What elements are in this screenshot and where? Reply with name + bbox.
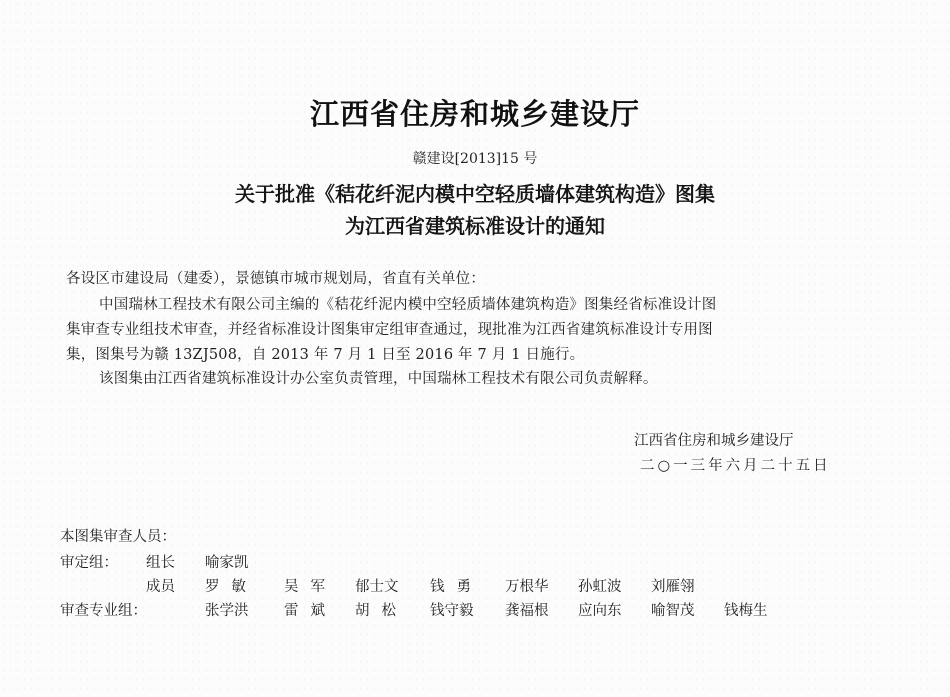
review-member-name: 钱守毅	[430, 603, 474, 619]
member-name: 孙虹波	[578, 579, 622, 595]
review-member-name: 雷斌	[284, 603, 337, 619]
member-name: 万根华	[505, 579, 549, 595]
member-name: 郁士文	[355, 579, 399, 595]
member-name: 钱勇	[430, 579, 483, 595]
leader-name: 喻家凯	[205, 555, 249, 571]
paragraph2: 该图集由江西省建筑标准设计办公室负责管理，中国瑞林工程技术有限公司负责解释。	[99, 371, 658, 387]
review-group-label: 审查专业组：	[60, 603, 147, 619]
reviewers-heading: 本图集审查人员：	[60, 529, 176, 545]
paragraph1-line2: 集审查专业组技术审查，并经省标准设计图集审定组审查通过，现批准为江西省建筑标准设计专用图	[66, 322, 713, 338]
paragraph1-line3: 集，图集号为赣 13ZJ508，自 2013 年 7 月 1 日至 2016 年 7 月 1 日施行。	[66, 347, 585, 363]
member-name: 吴军	[284, 579, 337, 595]
review-member-name: 张学洪	[205, 603, 249, 619]
org-title: 江西省住房和城乡建设厅	[309, 97, 640, 131]
review-member-name: 应向东	[578, 603, 622, 619]
addressee: 各设区市建设局（建委），景德镇市城市规划局，省直有关单位：	[66, 271, 486, 287]
notice-title-line1: 关于批准《秸花纤泥内模中空轻质墙体建筑构造》图集	[235, 182, 715, 206]
member-name: 罗敏	[205, 579, 258, 595]
leader-label: 组长	[146, 555, 175, 571]
paragraph1-line1: 中国瑞林工程技术有限公司主编的《秸花纤泥内模中空轻质墙体建筑构造》图集经省标准设计图	[99, 297, 717, 313]
members-label: 成员	[146, 579, 175, 595]
notice-title-line2: 为江西省建筑标准设计的通知	[345, 214, 605, 238]
document-number: 赣建设[2013]15 号	[412, 151, 538, 167]
signature-date: 二○一三年六月二十五日	[640, 458, 831, 474]
review-member-name: 胡松	[355, 603, 408, 619]
review-member-name: 龚福根	[505, 603, 549, 619]
review-member-name: 钱梅生	[724, 603, 768, 619]
review-member-name: 喻智茂	[651, 603, 695, 619]
signature-org: 江西省住房和城乡建设厅	[634, 433, 794, 449]
member-name: 刘雁翎	[651, 579, 695, 595]
approval-group-label: 审定组：	[60, 555, 118, 571]
